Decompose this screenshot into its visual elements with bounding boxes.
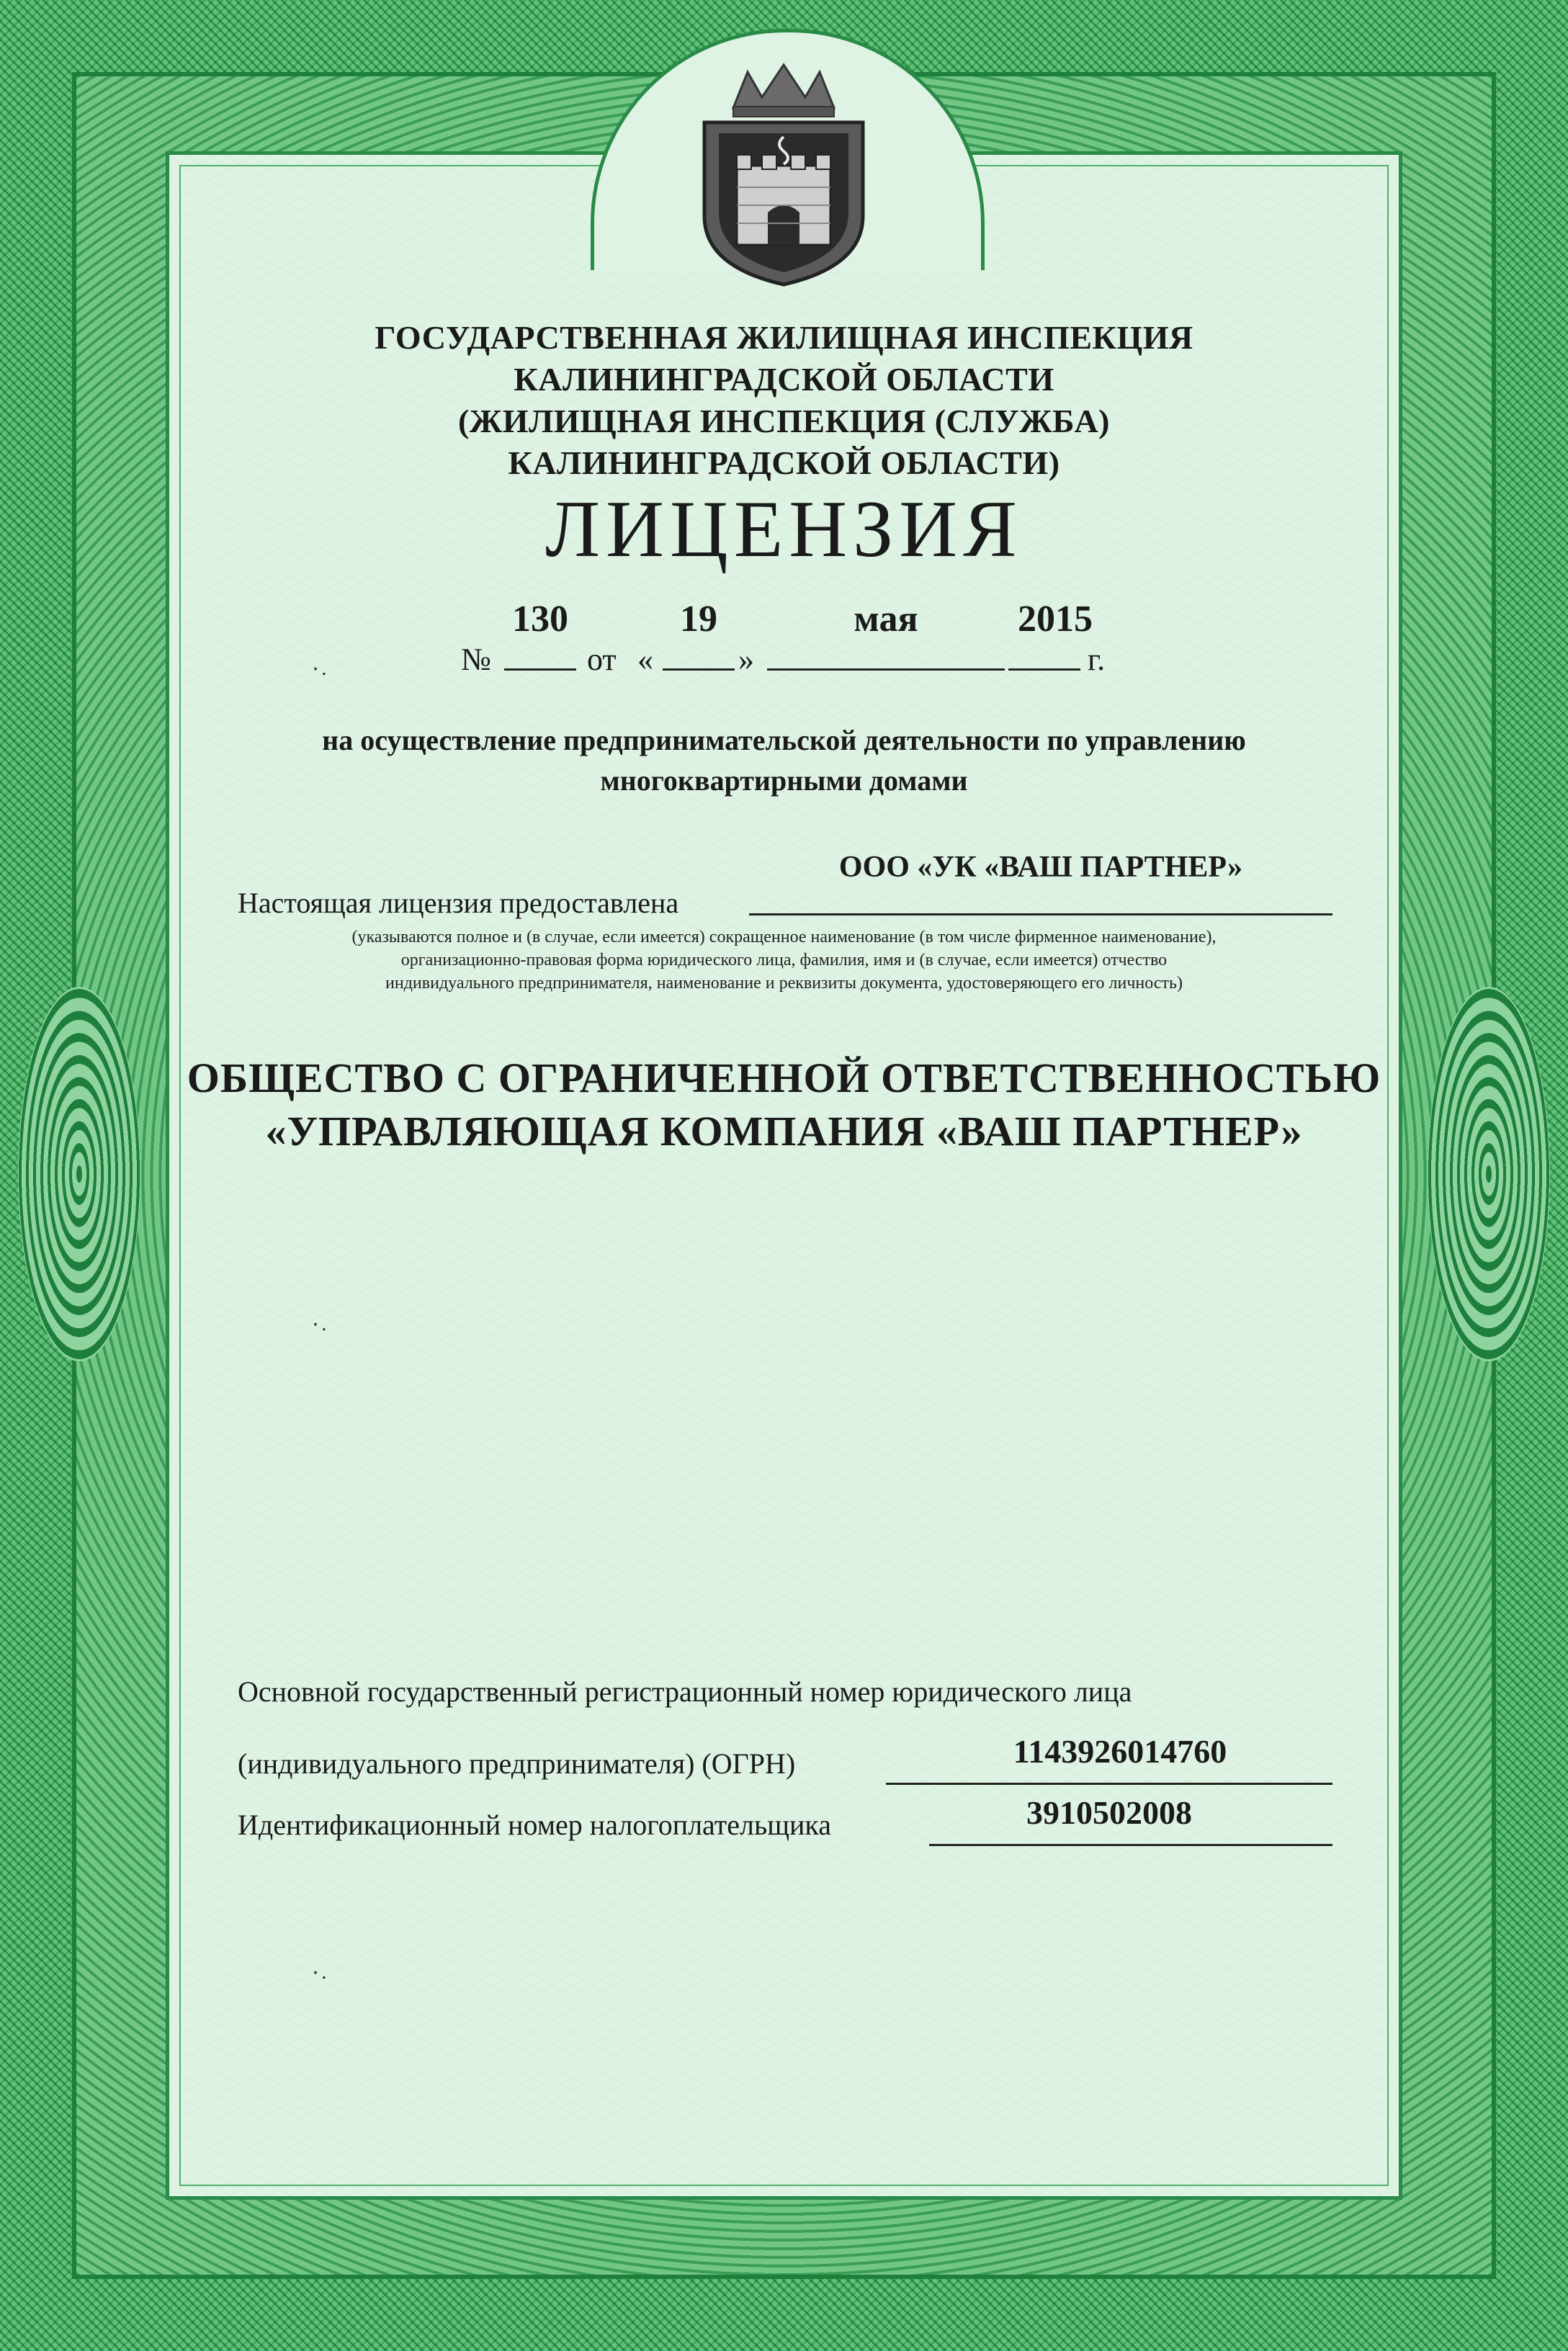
agency-line: КАЛИНИНГРАДСКОЙ ОБЛАСТИ [514, 361, 1054, 398]
number-label: № [461, 642, 491, 677]
agency-line: (ЖИЛИЩНАЯ ИНСПЕКЦИЯ (СЛУЖБА) [457, 403, 1110, 439]
year-underline [1008, 668, 1080, 671]
inn-underline [929, 1844, 1332, 1846]
quote-open: « [637, 642, 653, 677]
left-rosette-ornament [18, 987, 140, 1361]
ogrn-heading: Основной государственный регистрационный номер юридического лица [238, 1675, 1132, 1708]
from-label: от [587, 642, 617, 677]
paper-speck: ٠. [310, 1960, 327, 1984]
agency-line: ГОСУДАРСТВЕННАЯ ЖИЛИЩНАЯ ИНСПЕКЦИЯ [375, 319, 1193, 356]
company-full-name [0, 1052, 1568, 1158]
license-number-date-line [0, 598, 1568, 677]
inn-value: 3910502008 [1026, 1794, 1192, 1831]
number-underline [504, 668, 576, 671]
license-day: 19 [680, 599, 717, 640]
company-line: ОБЩЕСТВО С ОГРАНИЧЕННОЙ ОТВЕТСТВЕННОСТЬЮ [187, 1054, 1381, 1101]
year-suffix: г. [1088, 642, 1106, 677]
paper-speck: ٠. [310, 1312, 327, 1335]
day-underline [663, 668, 735, 671]
ogrn-row [238, 1732, 1332, 1783]
coat-of-arms-icon [683, 58, 884, 288]
license-month: мая [854, 599, 918, 640]
license-purpose [0, 720, 1568, 801]
agency-line: КАЛИНИНГРАДСКОЙ ОБЛАСТИ) [508, 444, 1060, 481]
hint-line: организационно-правовая форма юридического лица, фамилия, имя и (в случае, если имеется) отчество [400, 951, 1168, 969]
right-rosette-ornament [1428, 987, 1550, 1361]
ogrn-label: (индивидуального предпринимателя) (ОГРН) [238, 1747, 796, 1780]
holder-underline [749, 913, 1332, 915]
hint-line: (указываются полное и (в случае, если имеется) сокращенное наименование (в том числе фирменное наименование), [351, 928, 1217, 946]
holder-label: Настоящая лицензия предоставлена [238, 887, 679, 919]
hint-line: индивидуального предпринимателя, наименование и реквизиты документа, удостоверяющего его личность) [385, 974, 1183, 993]
paper-speck: ٠. [310, 656, 327, 680]
license-holder-row [238, 850, 1332, 919]
issuing-agency [0, 317, 1568, 484]
month-underline [767, 668, 1005, 671]
document-title: ЛИЦЕНЗИЯ [545, 485, 1023, 574]
inn-row [238, 1794, 1332, 1844]
purpose-line: на осуществление предпринимательской деятельности по управлению [322, 724, 1246, 756]
holder-field-hint [0, 926, 1568, 995]
license-year: 2015 [1018, 599, 1093, 640]
inn-label: Идентификационный номер налогоплательщика [238, 1809, 832, 1841]
holder-short-name: ООО «УК «ВАШ ПАРТНЕР» [838, 851, 1243, 884]
purpose-line: многоквартирными домами [600, 764, 968, 797]
ogrn-underline [886, 1783, 1332, 1785]
quote-close: » [738, 642, 754, 677]
company-line: «УПРАВЛЯЮЩАЯ КОМПАНИЯ «ВАШ ПАРТНЕР» [265, 1108, 1303, 1155]
license-number: 130 [512, 599, 568, 640]
ogrn-value: 1143926014760 [1013, 1733, 1227, 1770]
